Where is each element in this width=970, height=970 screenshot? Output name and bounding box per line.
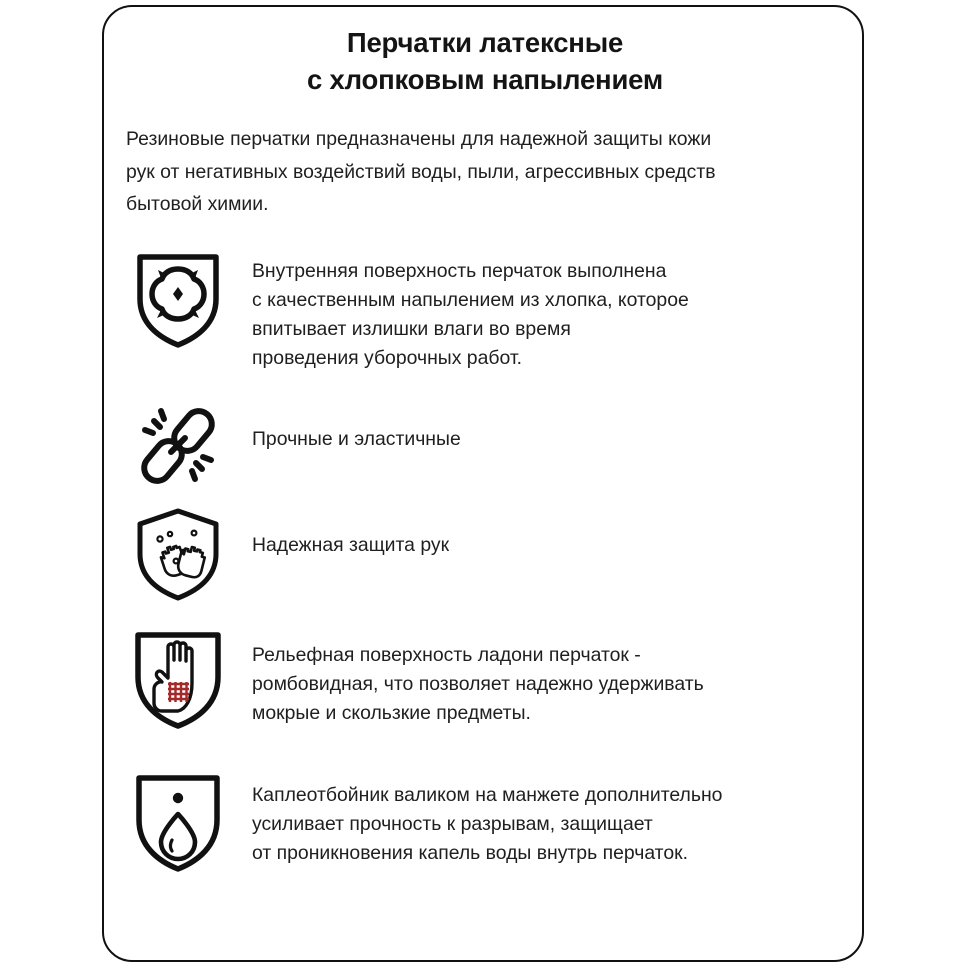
- feature-4-line-1: Рельефная поверхность ладони перчаток -: [252, 644, 641, 666]
- feature-2-line-1: Прочные и эластичные: [252, 428, 461, 450]
- feature-icon-slot: [122, 770, 234, 874]
- intro-line-2: рук от негативных воздействий воды, пыли, агрессивных средств: [126, 160, 716, 183]
- feature-text: [252, 531, 852, 560]
- title-line-1: Перчатки латексные: [346, 27, 624, 58]
- feature-text: [252, 781, 852, 868]
- feature-5-line-1: Каплеотбойник валиком на манжете дополнительно: [252, 784, 723, 806]
- shield-hands-icon: [132, 505, 224, 603]
- feature-1-line-3: впитывает излишки влаги во время: [252, 318, 571, 340]
- page-title: [104, 25, 866, 98]
- feature-1-line-4: проведения уборочных работ.: [252, 347, 522, 369]
- feature-text: [252, 641, 852, 728]
- feature-5-line-2: усиливает прочность к разрывам, защищает: [252, 813, 653, 835]
- intro-line-1: Резиновые перчатки предназначены для надежной защиты кожи: [126, 128, 712, 150]
- feature-1-line-2: с качественным напылением из хлопка, которое: [252, 289, 689, 311]
- feature-1-line-1: Внутренняя поверхность перчаток выполнена: [252, 260, 667, 282]
- intro-line-3: бытовой химии.: [126, 193, 269, 215]
- product-info-card: [102, 5, 864, 962]
- chain-link-icon: [130, 397, 226, 493]
- intro-paragraph: [126, 123, 856, 221]
- card-content: [104, 7, 866, 964]
- feature-3-line-1: Надежная защита рук: [252, 534, 450, 556]
- shield-glove-grip-icon: [128, 627, 228, 731]
- feature-text: [252, 425, 852, 454]
- feature-4-line-3: мокрые и скользкие предметы.: [252, 702, 531, 724]
- feature-text: [252, 257, 852, 373]
- feature-icon-slot: [122, 397, 234, 493]
- shield-cotton-boll-icon: [130, 247, 226, 351]
- feature-5-line-3: от проникновения капель воды внутрь перчаток.: [252, 842, 689, 864]
- feature-4-line-2: ромбовидная, что позволяет надежно удерживать: [252, 673, 704, 695]
- feature-icon-slot: [122, 247, 234, 351]
- feature-icon-slot: [122, 627, 234, 731]
- feature-icon-slot: [122, 505, 234, 603]
- title-line-2: с хлопковым напылением: [306, 63, 664, 95]
- shield-waterdrop-icon: [129, 770, 227, 874]
